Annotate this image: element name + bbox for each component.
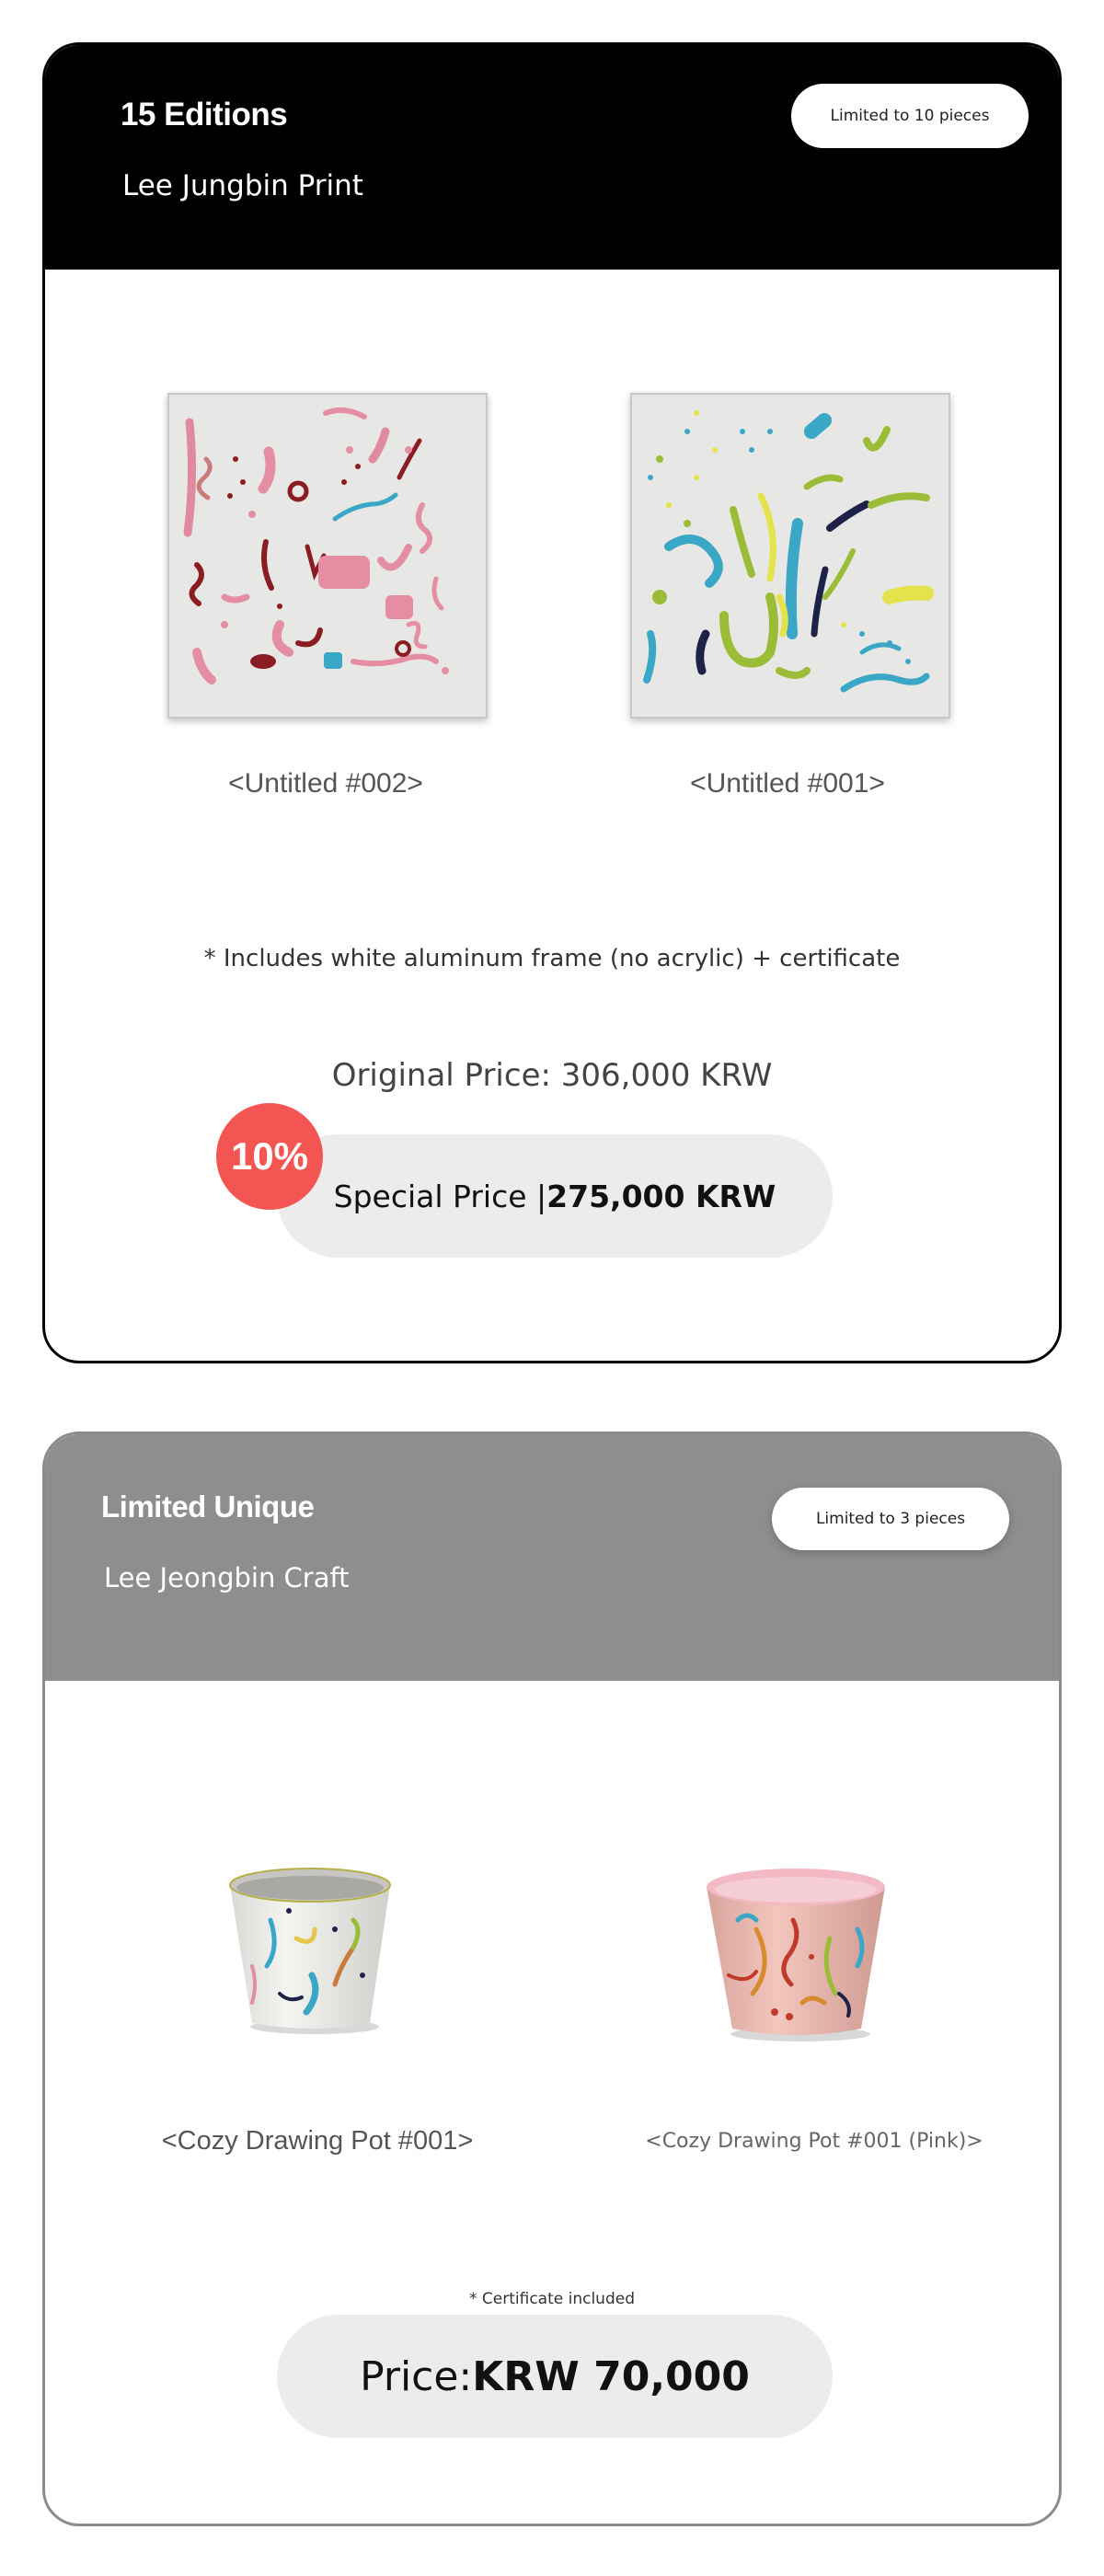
product-caption: <Cozy Drawing Pot #001> [161,2126,474,2156]
artwork-image-untitled-001[interactable] [630,393,950,719]
special-price-value: 275,000 KRW [546,1178,776,1214]
special-price-pill[interactable] [277,1134,833,1258]
ceramic-pot-image-white[interactable] [224,1865,399,2038]
discount-badge: 10% [216,1103,323,1210]
card-header [45,45,1059,270]
card-header [45,1434,1059,1681]
original-price: Original Price: 306,000 KRW [331,1057,773,1094]
limit-badge: Limited to 3 pieces [772,1488,1009,1550]
artist-name: Lee Jungbin Print [122,169,363,202]
artwork-caption: <Untitled #002> [228,768,423,799]
ceramic-pot-image-pink[interactable] [701,1865,894,2045]
product-caption: <Cozy Drawing Pot #001 (Pink)> [645,2130,983,2153]
print-edition-card [42,42,1062,1363]
price-pill[interactable] [277,2315,833,2438]
card-title: 15 Editions [121,97,288,132]
price-value: KRW 70,000 [472,2352,750,2400]
frame-note: * Includes white aluminum frame (no acrylic) + certificate [203,945,901,972]
card-title: Limited Unique [101,1489,315,1524]
price-label: Price: [360,2352,473,2400]
artist-name: Lee Jeongbin Craft [104,1562,350,1593]
certificate-note: * Certificate included [469,2290,635,2308]
craft-unique-card [42,1432,1062,2526]
artwork-caption: <Untitled #001> [690,768,885,799]
special-price-label: Special Price | [333,1178,547,1214]
limit-badge: Limited to 10 pieces [791,84,1029,148]
artwork-image-untitled-002[interactable] [167,393,488,719]
